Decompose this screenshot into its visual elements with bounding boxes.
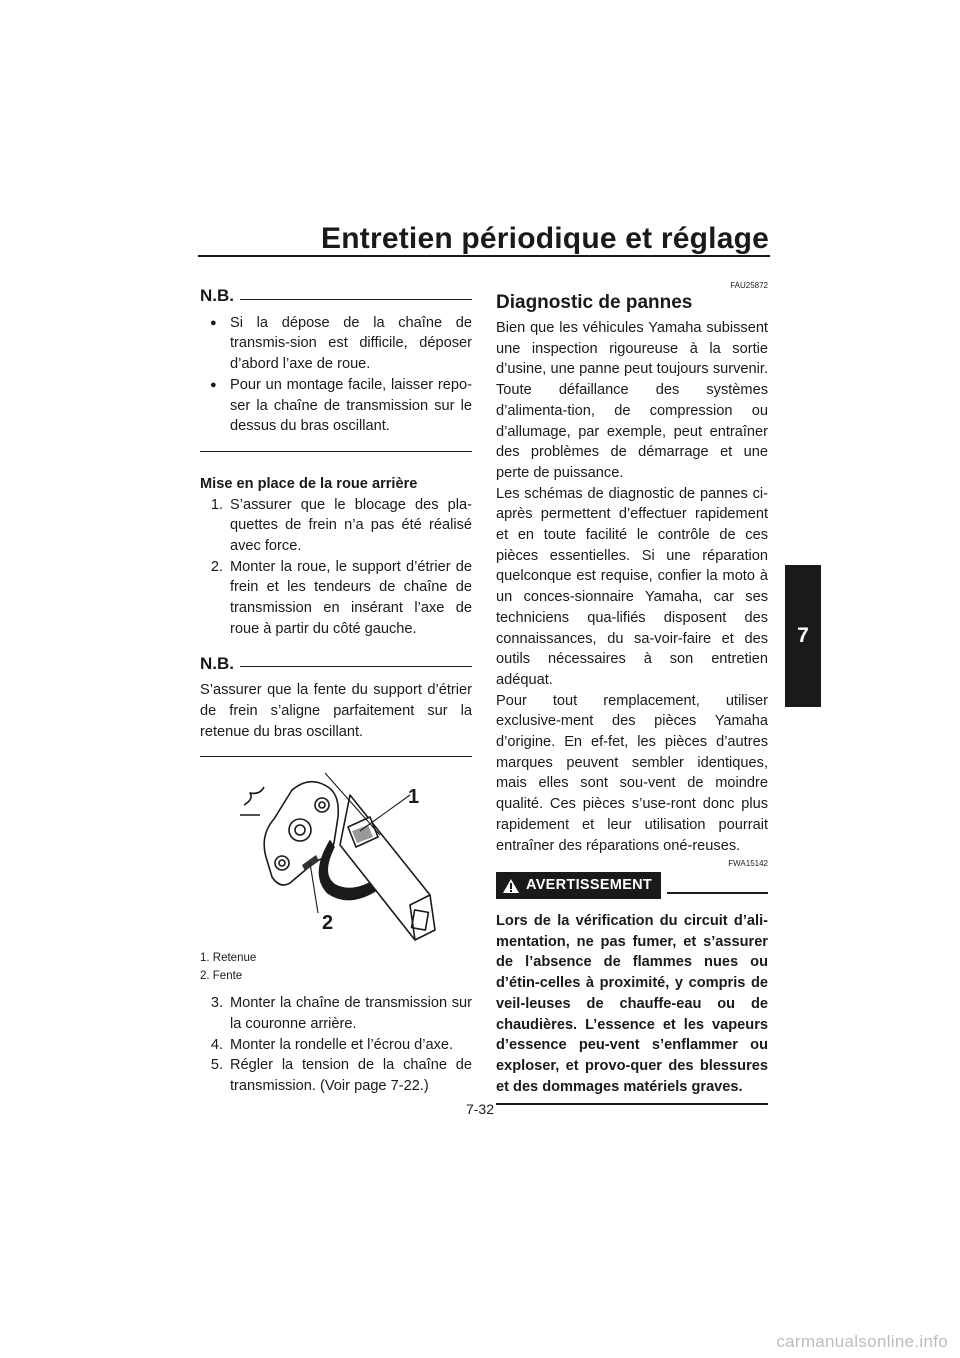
title-rule (198, 255, 770, 257)
step-text: S’assurer que le blocage des pla-quettes de frein n’a pas été réalisé avec force. (230, 496, 472, 555)
nb-bullet-list (200, 313, 472, 437)
nb-bullet: ● Pour un montage facile, laisser repo-ser la chaîne de transmission sur le dessus du bras oscillant. (200, 375, 472, 437)
step-text: Monter la rondelle et l’écrou d’axe. (230, 1036, 454, 1053)
subheading: Mise en place de la roue arrière (200, 475, 418, 492)
step-number: 3. (210, 995, 223, 1012)
legend-item: 1. Retenue (200, 952, 257, 965)
figure-callout-1: 1 (408, 786, 420, 809)
nb-text: S’assurer que la fente du support d’étrier de frein s’aligne parfaitement sur la retenue du bras oscillant. (200, 682, 472, 740)
step-number: 5. (210, 1057, 223, 1074)
step-number: 1. (210, 496, 223, 513)
step-item (200, 1055, 472, 1096)
nb-label: N.B. (200, 286, 234, 305)
warning-heading (496, 872, 768, 899)
paragraph: Bien que les véhicules Yamaha subissent une inspection rigoureuse à la sortie d’usine, une panne peut toujours survenir. Toute défaillance des systèmes d’alimenta-tion, de compression ou d’allumage, par exemple, peut entraîner des problèmes de démarrage et une perte de puissance. (496, 320, 768, 481)
step-item (200, 557, 472, 640)
page-number: 7-32 (465, 1101, 495, 1117)
reference-code: FAU25872 (730, 281, 768, 290)
nb-heading (200, 286, 472, 307)
left-column (200, 280, 472, 1097)
paragraph: Les schémas de diagnostic de pannes ci-après permettent d’effectuer rapidement et en toute facilité le contrôle de ces pièces essentielles. Si une réparation quelconque est requise, confier la moto à un conces-sionnaire Yamaha, car ses techniciens qua-lifiés disposent des connaissances, du sa-voir-faire et des outils nécessaires à son entretien adéquat. (496, 485, 768, 688)
warning-rule (667, 892, 768, 894)
step-item (200, 495, 472, 557)
warning-text: Lors de la vérification du circuit d’ali-mentation, ne pas fumer, et s’assurer de l’absence de flammes nues ou d’étin-celles à proximité, y compris de veil-leuses de chauffe-eau ou de chaudières. L’essence et les vapeurs d’essence peu-vent s’enflammer ou exploser, et provo-quer des blessures et des dommages matériels graves. (496, 912, 768, 1095)
warning-label: AVERTISSEMENT (526, 877, 653, 894)
warning-reference-code: FWA15142 (728, 859, 768, 869)
step-text: Régler la tension de la chaîne de transmission. (Voir page 7-22.) (230, 1057, 472, 1095)
figure-legend (200, 949, 472, 985)
right-column (496, 280, 768, 1105)
nb-end-rule (200, 451, 472, 452)
watermark: carmanualsonline.info (776, 1332, 948, 1351)
step-text: Monter la chaîne de transmission sur la couronne arrière. (230, 995, 472, 1033)
chapter-tab[interactable]: 7 (785, 565, 821, 707)
step-item (200, 1035, 472, 1056)
legend-item: 2. Fente (200, 970, 243, 983)
page-title: Entretien périodique et réglage (321, 222, 769, 255)
nb-rule (240, 299, 472, 300)
warning-badge (496, 872, 661, 899)
nb-rule (240, 666, 472, 667)
step-number: 2. (210, 558, 223, 575)
nb-heading (200, 654, 472, 675)
section-title: Diagnostic de pannes (496, 292, 693, 313)
nb-label: N.B. (200, 653, 234, 673)
warning-triangle-icon (502, 878, 520, 894)
swingarm-figure (200, 765, 472, 947)
figure-callout-2: 2 (322, 912, 334, 935)
step-text: Monter la roue, le support d’étrier de frein et les tendeurs de chaîne de transmission en insérant l’axe de roue à partir du côté gauche. (230, 558, 472, 637)
step-number: 4. (210, 1036, 223, 1053)
paragraph: Pour tout remplacement, utiliser exclusive-ment des pièces Yamaha d’origine. En ef-fet, les pièces d’autres marques peuvent sembler identiques, mais elles sont sou-vent de moindre qualité. Ces pièces s’use-ront donc plus rapidement et leur utilisation pourrait entraîner des réparations oné-reuses. (496, 692, 768, 854)
nb-end-rule (200, 756, 472, 757)
nb-bullet: ● Si la dépose de la chaîne de transmis-sion est difficile, déposer d’abord l’axe de roue. (200, 313, 472, 375)
step-item (200, 993, 472, 1034)
